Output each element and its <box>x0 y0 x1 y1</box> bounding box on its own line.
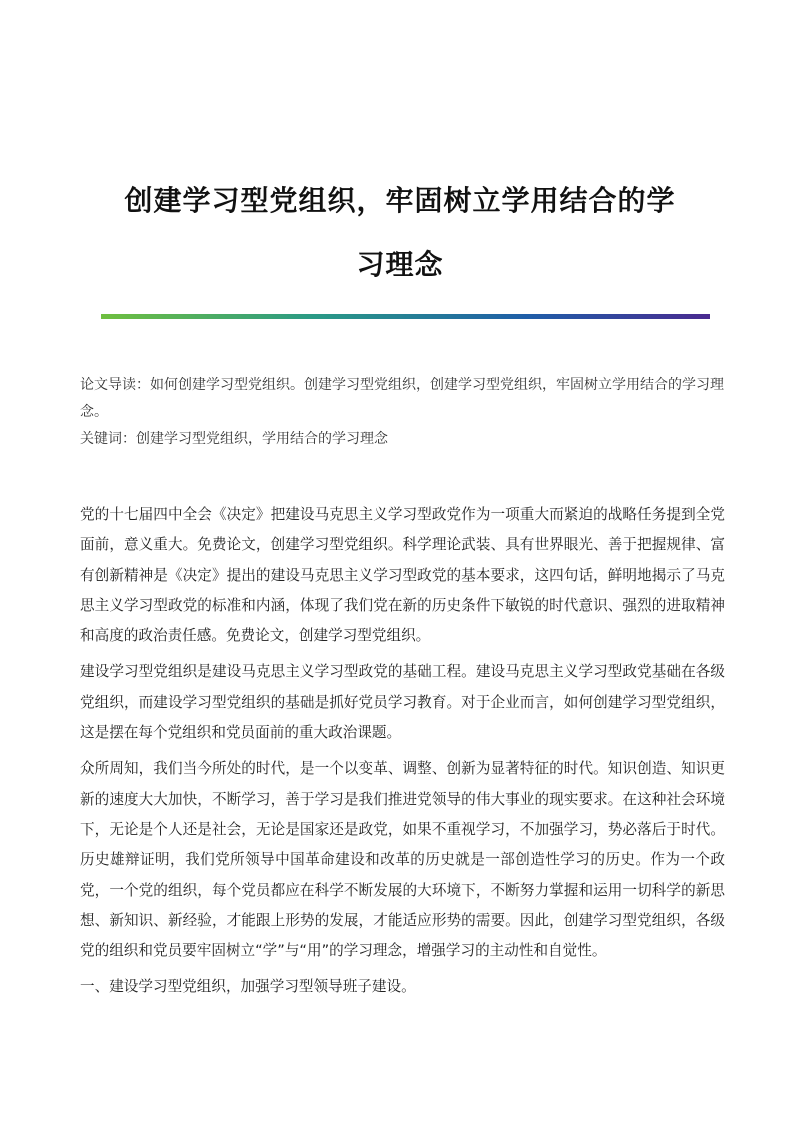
body-text <box>80 500 725 1009</box>
paragraph-2: 建设学习型党组织是建设马克思主义学习型政党的基础工程。建设马克思主义学习型政党基础在各级党组织，而建设学习型党组织的基础是抓好党员学习教育。对于企业而言，如何创建学习型党组织，这是摆在每个党组织和党员面前的重大政治课题。 <box>80 663 725 742</box>
title-line-1: 创建学习型党组织，牢固树立学用结合的学 <box>124 183 676 217</box>
section-heading-1: 一、建设学习型党组织，加强学习型领导班子建设。 <box>80 978 416 996</box>
title-divider <box>101 314 710 319</box>
paragraph-1: 党的十七届四中全会《决定》把建设马克思主义学习型政党作为一项重大而紧迫的战略任务提到全党面前，意义重大。免费论文，创建学习型党组织。科学理论武装、具有世界眼光、善于把握规律、富有创新精神是《决定》提出的建设马克思主义学习型政党的基本要求，这四句话，鲜明地揭示了马克思主义学习型政党的标准和内涵，体现了我们党在新的历史条件下敏锐的时代意识、强烈的进取精神和高度的政治责任感。免费论文，创建学习型党组织。 <box>80 506 725 645</box>
title-line-2: 习理念 <box>356 247 444 281</box>
abstract-text: 论文导读：如何创建学习型党组织。创建学习型党组织，创建学习型党组织，牢固树立学用结合的学习理念。 <box>80 377 724 420</box>
document-title <box>80 169 720 297</box>
keywords-text: 关键词：创建学习型党组织，学用结合的学习理念 <box>80 431 388 447</box>
paragraph-3: 众所周知，我们当今所处的时代，是一个以变革、调整、创新为显著特征的时代。知识创造、知识更新的速度大大加快，不断学习，善于学习是我们推进党领导的伟大事业的现实要求。在这种社会环境下，无论是个人还是社会，无论是国家还是政党，如果不重视学习，不加强学习，势必落后于时代。历史雄辩证明，我们党所领导中国革命建设和改革的历史就是一部创造性学习的历史。作为一个政党，一个党的组织，每个党员都应在科学不断发展的大环境下，不断努力掌握和运用一切科学的新思想、新知识、新经验，才能跟上形势的发展，才能适应形势的需要。因此，创建学习型党组织，各级党的组织和党员要牢固树立“学”与“用”的学习理念，增强学习的主动性和自觉性。 <box>80 760 725 960</box>
abstract-section <box>80 372 725 453</box>
